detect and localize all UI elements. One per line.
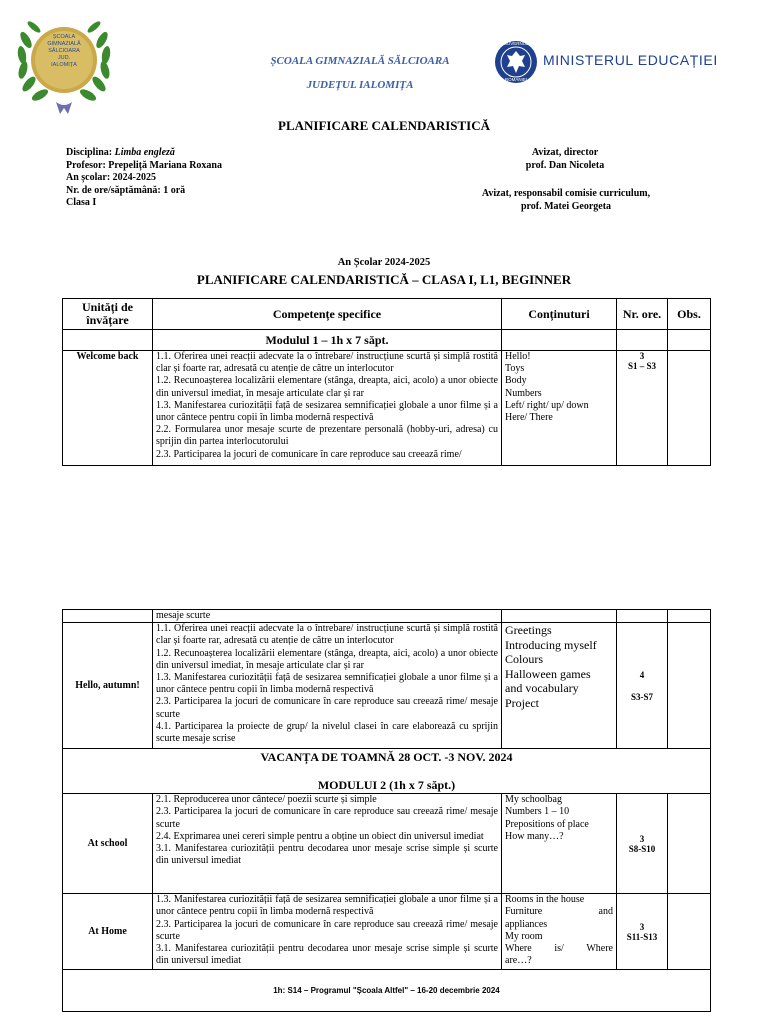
hours-value: 3 xyxy=(639,921,645,932)
ministry-name: MINISTERUL EDUCAȚIEI xyxy=(543,52,718,68)
holiday-module-cell xyxy=(63,749,711,794)
info-right xyxy=(470,147,660,172)
subheader-year: An Școlar 2024-2025 xyxy=(337,257,431,268)
hours-cell xyxy=(617,351,668,466)
competence-item: 4.1. Participarea la proiecte de grup/ la nivelul clasei în care elaborează cu sprijin scurte mesaje scrise xyxy=(156,720,498,745)
competences-cell xyxy=(153,351,502,466)
competence-item: 2.3. Participarea la jocuri de comunicare în care reproduce sau creează rime/ xyxy=(156,448,462,460)
competence-item: 1.3. Manifestarea curiozității față de sesizarea semnificației globale a unor filme și a unor cântece pentru copii în limba modernă respectivă xyxy=(156,672,498,696)
seal-top-text: GUVERNUL xyxy=(503,41,529,46)
planning-table-page1 xyxy=(62,298,711,466)
document-title: PLANIFICARE CALENDARISTICĂ xyxy=(278,118,490,133)
header-contents: Conținuturi xyxy=(502,299,617,330)
header-units: Unități de învățare xyxy=(63,299,153,330)
school-altfel-note: 1h: S14 – Programul "Școala Altfel" – 16-20 decembrie 2024 xyxy=(63,970,711,1012)
table-row-continued xyxy=(63,610,711,623)
contents-cell xyxy=(502,351,617,466)
discipline-value: Limba engleză xyxy=(114,147,175,158)
weeks-value: S3-S7 xyxy=(630,691,653,702)
school-logo xyxy=(14,10,114,118)
competence-item: 2.4. Exprimarea unei cereri simple pentru a obține un obiect din universul imediat xyxy=(156,830,484,842)
module-2-title: MODULUI 2 (1h x 7 săpt.) xyxy=(317,778,456,793)
holiday-module-row xyxy=(63,749,711,794)
logo-text xyxy=(42,34,86,69)
competence-item: 1.3. Manifestarea curiozității față de sesizarea semnificației globale a unor filme și a unor cântece pentru copii în limba modernă respectivă xyxy=(156,399,498,424)
content-item: Body xyxy=(505,375,527,387)
competence-item: 1.1. Oferirea unei reacții adecvate la o întrebare/ instrucțiune scurtă și simplă rostită clar și foarte rar, adresată cu atenție de către un interlocutor xyxy=(156,351,498,375)
footer-row xyxy=(63,970,711,1012)
hours-cell xyxy=(617,894,668,970)
table-row xyxy=(63,894,711,970)
content-item: appliances xyxy=(505,918,548,930)
obs-cell xyxy=(668,623,711,749)
competence-item: 1.2. Recunoașterea localizării elementare (stânga, dreapta, aici, acolo) a unor obiecte din universul imediat, în mesaje articulate clar și rar xyxy=(156,375,498,399)
module-row xyxy=(63,330,711,351)
content-item: Colours xyxy=(505,652,544,667)
contents-cell xyxy=(502,794,617,894)
hours-value: 3 xyxy=(639,833,645,844)
content-item: and vocabulary xyxy=(505,681,579,696)
content-item: How many…? xyxy=(505,830,564,842)
unit-name: At school xyxy=(63,794,153,894)
teacher: Profesor: Prepeliță Mariana Roxana xyxy=(66,159,222,171)
contents-cell xyxy=(502,623,617,749)
content-item: Project xyxy=(505,695,539,710)
content-item: Left/ right/ up/ down xyxy=(505,399,589,411)
curriculum-name: prof. Matei Georgeta xyxy=(520,200,612,212)
content-item: My room xyxy=(505,930,543,942)
weeks-value: S11-S13 xyxy=(626,931,658,942)
content-item: Halloween games xyxy=(505,666,591,681)
header-hours: Nr. ore. xyxy=(617,299,668,330)
content-item: Furniture and xyxy=(505,906,613,918)
director-approval: Avizat, director xyxy=(531,147,599,158)
planning-table-page2 xyxy=(62,609,711,1012)
competences-cell xyxy=(153,894,502,970)
discipline xyxy=(66,147,222,160)
table-header-row xyxy=(63,299,711,330)
hours-cell xyxy=(617,794,668,894)
content-item: Prepositions of place xyxy=(505,818,589,830)
content-item: Here/ There xyxy=(505,412,553,424)
module-1-title: Modulul 1 – 1h x 7 săpt. xyxy=(153,330,502,351)
logo-line: GIMNAZIALĂ xyxy=(47,41,81,47)
competences-cell xyxy=(153,623,502,749)
info-left xyxy=(66,147,222,210)
content-item: Where is/ Where xyxy=(505,943,613,955)
competence-item: 2.3. Participarea la jocuri de comunicare în care reproduce sau creează rime/ mesaje scurte xyxy=(156,806,498,830)
class: Clasa I xyxy=(66,197,97,208)
header-obs: Obs. xyxy=(668,299,711,330)
obs-cell xyxy=(668,894,711,970)
subheader-title: PLANIFICARE CALENDARISTICĂ – CLASA I, L1, BEGINNER xyxy=(196,272,572,287)
curriculum-block xyxy=(466,188,666,213)
competence-item: 2.3. Participarea la jocuri de comunicare în care reproduce sau creează rime/ mesaje scurte xyxy=(156,696,498,720)
logo-line: ȘCOALA xyxy=(52,34,76,40)
content-item: are…? xyxy=(505,955,532,967)
ministry-seal-icon xyxy=(494,40,538,84)
school-year: An școlar: 2024-2025 xyxy=(66,172,156,183)
school-name: ȘCOALA GIMNAZIALĂ SĂLCIOARA xyxy=(270,55,450,67)
table-row xyxy=(63,623,711,749)
unit-name: At Home xyxy=(63,894,153,970)
competence-item: 2.2. Formularea unor mesaje scurte de prezentare personală (hobby-uri, adresa) cu sprijin din partea interlocutorului xyxy=(156,424,498,448)
competence-item: 1.3. Manifestarea curiozității față de sesizarea semnificației globale a unor filme și a unor cântece pentru copii în limba modernă respectivă xyxy=(156,894,498,918)
hours-value: 4 xyxy=(639,669,645,680)
hours-cell xyxy=(617,623,668,749)
table-row xyxy=(63,794,711,894)
logo-line: IALOMIȚA xyxy=(51,62,77,68)
continued-text: mesaje scurte xyxy=(153,610,502,623)
weekly-hours: Nr. de ore/săptămână: 1 oră xyxy=(66,184,186,196)
table-row xyxy=(63,351,711,466)
director-name: prof. Dan Nicoleta xyxy=(525,159,605,171)
content-item: Greetings xyxy=(505,623,552,638)
competence-item: 1.1. Oferirea unei reacții adecvate la o întrebare/ instrucțiune scurtă și simplă rostită clar și foarte rar, adresată cu atenție de către un interlocutor xyxy=(156,623,498,647)
holiday-text: VACANȚA DE TOAMNĂ 28 OCT. -3 NOV. 2024 xyxy=(260,750,513,765)
competence-item: 2.1. Reproducerea unor cântece/ poezii scurte și simple xyxy=(156,794,377,806)
content-item: Numbers xyxy=(505,387,542,399)
content-item: Numbers 1 – 10 xyxy=(505,806,570,818)
content-item: Toys xyxy=(505,363,525,375)
competence-item: 3.1. Manifestarea curiozității pentru decodarea unor mesaje scrise simple și scurte din universul imediat xyxy=(156,943,498,967)
seal-bottom-text: ROMÂNIEI xyxy=(504,77,528,82)
content-item: Rooms in the house xyxy=(505,894,585,906)
content-item: Hello! xyxy=(505,351,531,362)
unit-name: Welcome back xyxy=(63,351,153,466)
unit-name: Hello, autumn! xyxy=(63,623,153,749)
content-item: Introducing myself xyxy=(505,637,597,652)
logo-line: SĂLCIOARA xyxy=(48,48,80,54)
competence-item: 2.3. Participarea la jocuri de comunicare în care reproduce sau creează rime/ mesaje scurte xyxy=(156,918,498,942)
content-item: My schoolbag xyxy=(505,794,562,806)
contents-cell xyxy=(502,894,617,970)
weeks-value: S1 – S3 xyxy=(627,361,656,371)
competence-item: 3.1. Manifestarea curiozității pentru decodarea unor mesaje scrise simple și scurte din universul imediat xyxy=(156,843,498,867)
competence-item: 1.2. Recunoașterea localizării elementare (stânga, dreapta, aici, acolo) a unor obiecte din universul imediat, în mesaje articulate clar și rar xyxy=(156,647,498,671)
competences-cell xyxy=(153,794,502,894)
obs-cell xyxy=(668,351,711,466)
obs-cell xyxy=(668,794,711,894)
logo-line: JUD. xyxy=(57,55,71,61)
curriculum-approval: Avizat, responsabil comisie curriculum, xyxy=(481,188,651,199)
weeks-value: S8-S10 xyxy=(628,843,656,854)
discipline-label: Disciplina: xyxy=(66,147,115,158)
header-competences: Competențe specifice xyxy=(153,299,502,330)
hours-value: 3 xyxy=(639,351,645,361)
county-name: JUDEȚUL IALOMIȚA xyxy=(306,79,414,91)
